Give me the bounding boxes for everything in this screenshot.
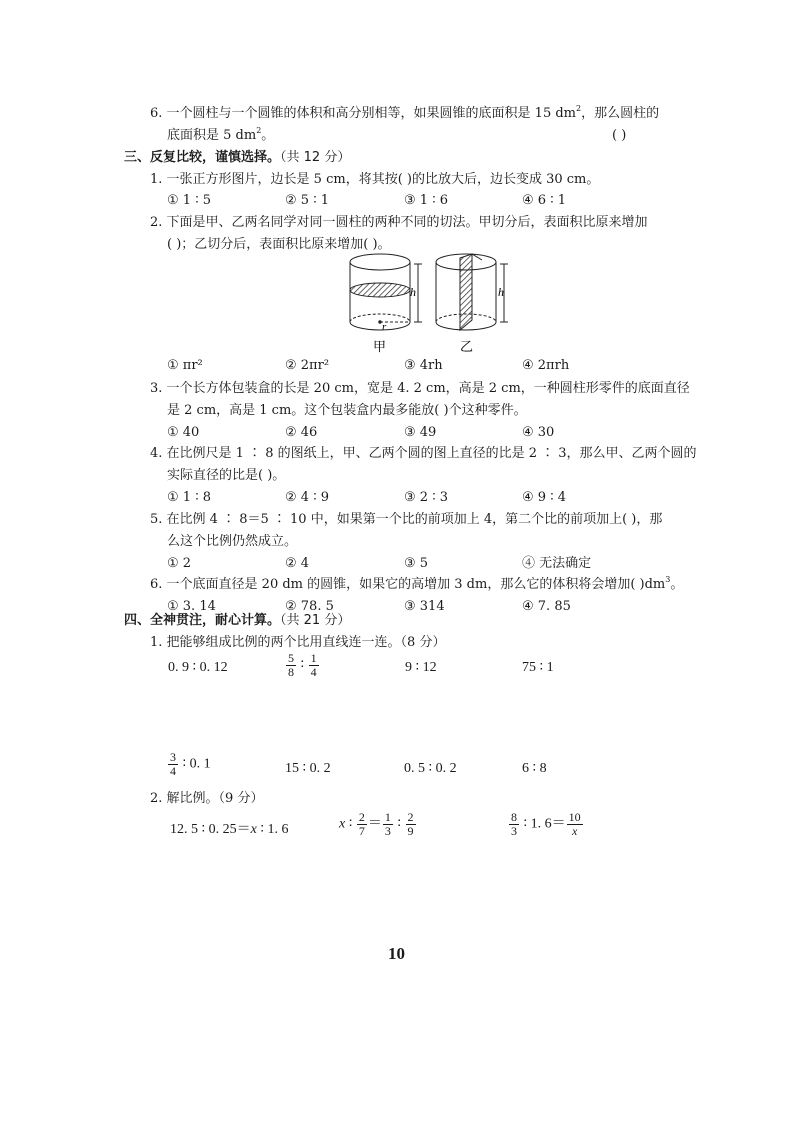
option-1[interactable]: ① 3. 14 — [167, 599, 216, 614]
option-3[interactable]: ③ 5 — [404, 556, 429, 571]
denominator: x — [571, 824, 578, 838]
s3-q2-line2: ( )；乙切分后，表面积比原来增加( )。 — [167, 237, 391, 252]
s3-q5-line2: 么这个比例仍然成立。 — [167, 534, 298, 549]
ratio-bottom-b[interactable]: 15 ∶ 0. 2 — [285, 761, 331, 776]
section-title: 四、全神贯注，耐心计算。 — [124, 613, 281, 628]
s4-q2-text — [150, 790, 263, 808]
s3-q4-line2: 实际直径的比是( )。 — [167, 468, 286, 483]
option-2[interactable]: ② 4 ∶ 9 — [285, 490, 329, 505]
option-4[interactable]: ④ 7. 85 — [522, 599, 571, 614]
question-number: 1. — [150, 172, 163, 187]
numerator: 2 — [407, 810, 414, 824]
equals-sign: ＝ — [367, 816, 382, 832]
denominator: 4 — [310, 665, 317, 679]
option-3[interactable]: ③ 2 ∶ 3 — [404, 490, 448, 505]
section-points: （共 21 分） — [280, 613, 351, 628]
question-number: 6. — [150, 106, 163, 121]
page-number: 10 — [388, 944, 405, 963]
ratio-bottom-d[interactable]: 6 ∶ 8 — [522, 761, 547, 776]
question-number: 3. — [150, 381, 163, 396]
numerator: 5 — [288, 651, 294, 665]
ratio-sign: ∶ — [300, 657, 305, 673]
equation-left: 12. 5 ∶ 0. 25＝ — [170, 822, 251, 837]
fraction — [406, 811, 416, 838]
question-number: 2. — [150, 791, 163, 806]
equation-2[interactable] — [339, 811, 417, 838]
ratio-sign: ∶ — [393, 816, 405, 832]
question-text-tail: 。 — [261, 128, 275, 143]
superscript: 2 — [576, 104, 582, 113]
numerator: 3 — [170, 750, 176, 764]
s3-q5-line1 — [150, 511, 662, 529]
question-text: 一个圆柱与一个圆锥的体积和高分别相等，如果圆锥的底面积是 15 dm — [166, 106, 577, 121]
option-1[interactable]: ① πr² — [167, 358, 203, 373]
equation-right: ∶ 1. 6 — [256, 822, 289, 837]
question-text: 下面是甲、乙两名同学对同一圆柱的两种不同的切法。甲切分后，表面积比原来增加 — [166, 215, 648, 230]
r-label: r — [382, 321, 387, 333]
question-text: 在比例 4 ∶ 8＝5 ∶ 10 中，如果第一个比的前项加上 4，第二个比的前项加上( )，那 — [166, 512, 663, 527]
variable-x: x — [250, 822, 257, 837]
equation-middle: ∶ 1. 6＝ — [520, 816, 566, 832]
denominator: 4 — [170, 764, 176, 778]
option-4[interactable]: ④ 无法确定 — [522, 556, 592, 571]
prev-q6-line2 — [167, 127, 274, 145]
question-number: 2. — [150, 215, 163, 230]
denominator: 9 — [407, 824, 414, 838]
question-text-tail: 。 — [670, 577, 684, 592]
question-text: 把能够组成比例的两个比用直线连一连。（8 分） — [166, 635, 446, 650]
ratio-top-b[interactable] — [285, 652, 320, 679]
answer-blank[interactable]: ( ) — [612, 128, 627, 143]
fraction — [309, 652, 319, 679]
question-number: 1. — [150, 635, 163, 650]
question-text: 在比例尺是 1 ∶ 8 的图纸上，甲、乙两个圆的图上直径的比是 2 ∶ 3，那么甲、乙两个圆的 — [166, 446, 697, 461]
s3-q3-line1 — [150, 380, 690, 398]
denominator: 8 — [288, 665, 294, 679]
fraction — [509, 811, 519, 838]
s3-q4-line1 — [150, 445, 697, 463]
option-4[interactable]: ④ 30 — [522, 425, 555, 440]
question-text: 一张正方形图片，边长是 5 cm，将其按( )的比放大后，边长变成 30 cm。 — [166, 172, 600, 187]
denominator: 3 — [384, 824, 391, 838]
question-text: 底面积是 5 dm — [167, 128, 257, 143]
fraction — [567, 811, 583, 838]
option-3[interactable]: ③ 49 — [404, 425, 437, 440]
option-2[interactable]: ② 2πr² — [285, 358, 330, 373]
option-1[interactable]: ① 2 — [167, 556, 192, 571]
s3-q3-line2: 是 2 cm，高是 1 cm。这个包装盒内最多能放( )个这种零件。 — [167, 403, 527, 418]
fraction — [286, 652, 296, 679]
fraction — [357, 811, 367, 838]
h-label: h — [498, 285, 504, 299]
question-number: 6. — [150, 577, 163, 592]
s3-q6-text — [150, 576, 683, 594]
option-4[interactable]: ④ 6 ∶ 1 — [522, 193, 566, 208]
option-3[interactable]: ③ 314 — [404, 599, 445, 614]
question-text: 一个长方体包装盒的长是 20 cm，宽是 4. 2 cm，高是 2 cm，一种圆柱形零件的底面直径 — [166, 381, 690, 396]
ratio-tail: ∶ 0. 1 — [182, 756, 211, 772]
option-2[interactable]: ② 78. 5 — [285, 599, 334, 614]
equation-1[interactable] — [170, 818, 289, 838]
s3-q1-text — [150, 171, 599, 189]
equation-3[interactable] — [508, 811, 584, 838]
option-1[interactable]: ① 40 — [167, 425, 200, 440]
section-title: 三、反复比较，谨慎选择。 — [124, 150, 281, 165]
ratio-bottom-c[interactable]: 0. 5 ∶ 0. 2 — [404, 761, 457, 776]
numerator: 10 — [568, 810, 581, 824]
ratio-top-c[interactable]: 9 ∶ 12 — [405, 660, 437, 675]
option-4[interactable]: ④ 2πrh — [522, 358, 570, 373]
variable-x: x — [339, 816, 346, 832]
numerator: 1 — [310, 651, 317, 665]
h-label: h — [410, 285, 416, 299]
numerator: 1 — [384, 810, 391, 824]
section-3-heading — [124, 149, 350, 167]
fraction — [168, 751, 178, 778]
option-1[interactable]: ① 1 ∶ 8 — [167, 490, 211, 505]
numerator: 8 — [511, 810, 517, 824]
option-4[interactable]: ④ 9 ∶ 4 — [522, 490, 566, 505]
option-3[interactable]: ③ 4rh — [404, 358, 443, 373]
denominator: 3 — [511, 824, 517, 838]
section-4-heading — [124, 612, 350, 630]
s3-q2-line1 — [150, 214, 648, 232]
figure-label-yi: 乙 — [460, 340, 474, 355]
section-points: （共 12 分） — [280, 150, 351, 165]
option-1[interactable]: ① 1 ∶ 5 — [167, 193, 211, 208]
superscript: 3 — [665, 575, 671, 584]
question-number: 4. — [150, 446, 163, 461]
prev-q6-line1 — [150, 105, 659, 123]
figure-label-jia: 甲 — [373, 340, 387, 355]
option-3[interactable]: ③ 1 ∶ 6 — [404, 193, 448, 208]
option-2[interactable]: ② 4 — [285, 556, 310, 571]
numerator: 2 — [358, 810, 365, 824]
superscript: 2 — [256, 126, 262, 135]
ratio-sign: ∶ — [345, 816, 356, 832]
option-2[interactable]: ② 46 — [285, 425, 318, 440]
option-2[interactable]: ② 5 ∶ 1 — [285, 193, 329, 208]
question-number: 5. — [150, 512, 163, 527]
s4-q1-text — [150, 634, 445, 652]
ratio-bottom-a[interactable] — [167, 751, 211, 778]
denominator: 7 — [358, 824, 365, 838]
ratio-top-a[interactable]: 0. 9 ∶ 0. 12 — [168, 660, 228, 675]
question-text-tail: ，那么圆柱的 — [581, 106, 660, 121]
fraction — [383, 811, 393, 838]
ratio-top-d[interactable]: 75 ∶ 1 — [522, 660, 554, 675]
cylinder-figure — [340, 250, 520, 360]
question-text: 一个底面直径是 20 dm 的圆锥，如果它的高增加 3 dm，那么它的体积将会增加( )dm — [166, 577, 666, 592]
question-text: 解比例。（9 分） — [166, 791, 264, 806]
